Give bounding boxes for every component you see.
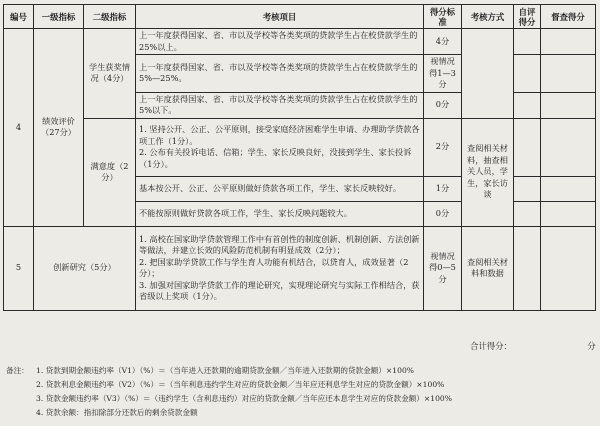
note-item-2: 2. 贷款利息金额违约率（V2）（%）＝（当年利息违约学生对应的贷款金额／当年应还利息学生对应的贷款金额）×100% [36,380,445,389]
note-item-4: 4. 贷款余额：指扣除部分还款后的剩余贷款金额 [36,408,198,417]
supervise-score-cell[interactable] [541,226,596,310]
satisfaction-level2: 满意度（2分） [84,118,136,226]
self-score-cell[interactable] [514,201,541,226]
assessment-table [3,4,596,311]
note-line [6,406,596,420]
satisfaction-score-1: 2分 [424,118,462,176]
innovation-line-2: 2. 把国家助学贷款工作与学生育人功能有机结合，以贷育人，成效显著（2分）； [139,256,409,278]
header-item: 考核项目 [136,5,424,29]
total-label: 合计得分： [470,341,512,351]
header-level2: 二级指标 [84,5,136,29]
header-row [4,5,596,29]
innovation-line-1: 1. 高校在国家助学贷款管理工作中有首创性的制度创新、机制创新、方法创新等做法，并建立长效的风险防范机制有明显成效（2分）； [139,233,420,255]
innovation-line-3: 3. 加强对国家助学贷款工作的理论研究，实现理论研究与实际工作相结合，获省级以上奖项（1分）。 [139,279,420,301]
note-line [6,364,596,378]
total-unit: 分 [587,341,596,351]
award-level2: 学生获奖情况（4分） [84,29,136,119]
header-method: 考核方式 [462,5,514,29]
self-score-cell[interactable] [514,176,541,201]
award-score-3: 0分 [424,92,462,118]
row4-level1: 绩效评价（27分） [34,29,84,227]
table-row [4,118,596,176]
notes-section [6,364,596,420]
notes-head: 备注： [6,366,29,375]
supervise-score-cell[interactable] [541,92,596,118]
supervise-score-cell[interactable] [541,29,596,55]
note-item-3: 3. 贷款金额违约率（V3）（%）＝（违约学生（含利息违约）对应的贷款金额／当年应还本息学生对应的贷款金额）×100% [36,394,452,403]
header-score-standard: 得分标准 [424,5,462,29]
innovation-method: 查阅相关材料和数据 [462,226,514,310]
award-method-cell [462,29,514,119]
award-item-3: 上一年度获得国家、省、市以及学校等各类奖项的贷款学生占在校贷款学生的5%以下。 [136,92,424,118]
supervise-score-cell[interactable] [541,176,596,201]
award-score-1: 4分 [424,29,462,55]
award-item-1: 上一年度获得国家、省、市以及学校等各类奖项的贷款学生占在校贷款学生的25%以上。 [136,29,424,55]
row5-level1: 创新研究（5分） [34,226,136,310]
satisfaction-score-2: 1分 [424,176,462,201]
note-line [6,392,596,406]
header-no: 编号 [4,5,34,29]
self-score-cell[interactable] [514,118,541,176]
innovation-items [136,226,424,310]
row4-no: 4 [4,29,34,227]
satisfaction-line-1: 1. 坚持公开、公正、公平原则，接受家庭经济困难学生申请、办理助学贷款各项工作（1分）。 [139,124,420,146]
award-item-2: 上一年度获得国家、省、市以及学校等各类奖项的贷款学生占在校贷款学生的5%—25%。 [136,55,424,93]
note-item-1: 1. 贷款到期金额违约率（V1）（%）＝（当年进入还款期的逾期贷款金额／当年进入还款期的贷款金额）×100% [36,366,414,375]
header-self-score: 自评得分 [514,5,541,29]
award-score-2: 视情况得1—3分 [424,55,462,93]
self-score-cell[interactable] [514,92,541,118]
satisfaction-item-1 [136,118,424,176]
satisfaction-line-2: 2. 公布有关投诉电话、信箱；学生、家长反映良好，没接到学生、家长投诉（1分）。 [139,147,412,169]
row5-no: 5 [4,226,34,310]
header-supervise-score: 督查得分 [541,5,596,29]
self-score-cell[interactable] [514,55,541,93]
satisfaction-item-2: 基本按公开、公正、公平原则做好贷款各项工作，学生、家长反映较好。 [136,176,424,201]
header-level1: 一级指标 [34,5,84,29]
supervise-score-cell[interactable] [541,201,596,226]
total-score [470,340,596,352]
satisfaction-score-3: 0分 [424,201,462,226]
satisfaction-method: 查阅相关材料，抽查相关人员，学生，家长访谈 [462,118,514,226]
note-line [6,378,596,392]
innovation-score: 视情况得0—5分 [424,226,462,310]
table-row [4,29,596,55]
supervise-score-cell[interactable] [541,55,596,93]
satisfaction-item-3: 不能按原则做好贷款各项工作，学生、家长反映问题较大。 [136,201,424,226]
supervise-score-cell[interactable] [541,118,596,176]
table-row [4,226,596,310]
self-score-cell[interactable] [514,29,541,55]
self-score-cell[interactable] [514,226,541,310]
